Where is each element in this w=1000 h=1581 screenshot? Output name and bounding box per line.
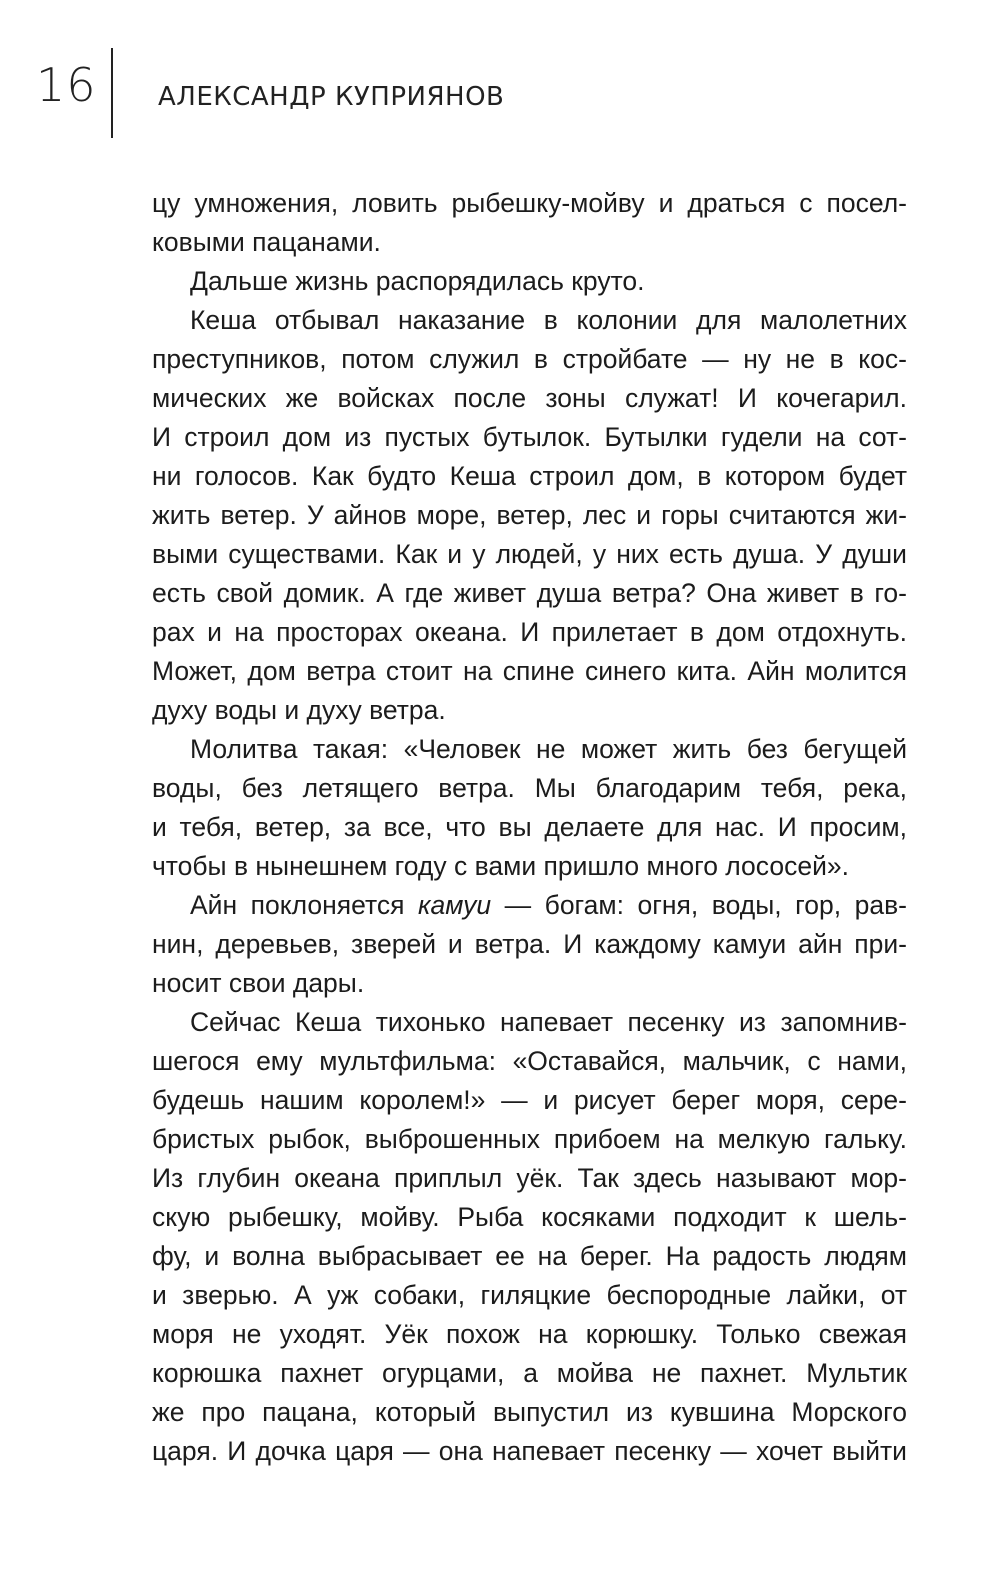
text-line: выми существами. Как и у людей, у них есть душа. У души [152, 539, 907, 569]
text-line: жить ветер. У айнов море, ветер, лес и горы считаются жи- [152, 500, 907, 530]
text-line: моря не уходят. Уёк похож на корюшку. Только свежая [152, 1319, 907, 1349]
text-line: Может, дом ветра стоит на спине синего кита. Айн молится [152, 656, 907, 686]
text-line: рах и на просторах океана. И прилетает в дом отдохнуть. [152, 617, 907, 647]
text-line: носит свои дары. [152, 968, 365, 998]
italic-term-kamui: камуи [417, 890, 492, 920]
text-line: воды, без летящего ветра. Мы благодарим тебя, река, [152, 773, 907, 803]
text-line: скую рыбешку, мойву. Рыба косяками подходит к шель- [152, 1202, 907, 1232]
text-line: преступников, потом служил в стройбате — ну не в кос- [152, 344, 907, 374]
text-line: царя. И дочка царя — она напевает песенку — хочет выйти [152, 1436, 907, 1466]
text-line: цу умножения, ловить рыбешку-мойву и драться с посел- [152, 188, 907, 218]
text-line: ковыми пацанами. [152, 227, 381, 257]
page-number: 16 [36, 58, 97, 112]
text-line: же про пацана, который выпустил из кувшина Морского [152, 1397, 907, 1427]
text-line: ни голосов. Как будто Кеша строил дом, в котором будет [152, 461, 907, 491]
text-line: Молитва такая: «Человек не может жить без бегущей [190, 734, 907, 764]
text-line-with-italic [152, 886, 907, 925]
text-line: мических же войсках после зоны служат! И кочегарил. [152, 383, 907, 413]
text-line: есть свой домик. А где живет душа ветра? Она живет в го- [152, 578, 907, 608]
text-line: бристых рыбок, выброшенных прибоем на мелкую гальку. [152, 1124, 907, 1154]
text-line: И строил дом из пустых бутылок. Бутылки гудели на сот- [152, 422, 907, 452]
text-line: будешь нашим королем!» — и рисует берег моря, сере- [152, 1085, 907, 1115]
text-line: и тебя, ветер, за все, что вы делаете для нас. И просим, [152, 812, 907, 842]
text-line: духу воды и духу ветра. [152, 695, 446, 725]
text-line: Кеша отбывал наказание в колонии для малолетних [190, 305, 907, 335]
body-text [152, 184, 907, 1471]
text-segment: — богам: огня, воды, гор, рав- [491, 890, 907, 920]
text-line: фу, и волна выбрасывает ее на берег. На радость людям [152, 1241, 907, 1271]
text-line: Дальше жизнь распорядилась круто. [190, 266, 645, 296]
text-segment: Айн поклоняется [190, 890, 418, 920]
running-head-author: АЛЕКСАНДР КУПРИЯНОВ [158, 82, 505, 112]
text-line: шегося ему мультфильма: «Оставайся, мальчик, с нами, [152, 1046, 907, 1076]
text-line: Из глубин океана приплыл уёк. Так здесь называют мор- [152, 1163, 907, 1193]
text-line: Сейчас Кеша тихонько напевает песенку из запомнив- [190, 1007, 907, 1037]
text-line: и зверью. А уж собаки, гиляцкие беспородные лайки, от [152, 1280, 907, 1310]
text-line: чтобы в нынешнем году с вами пришло много лососей». [152, 851, 849, 881]
text-line: нин, деревьев, зверей и ветра. И каждому камуи айн при- [152, 929, 907, 959]
header-divider [111, 48, 113, 138]
text-line: корюшка пахнет огурцами, а мойва не пахнет. Мультик [152, 1358, 907, 1388]
page-header [0, 0, 1000, 160]
